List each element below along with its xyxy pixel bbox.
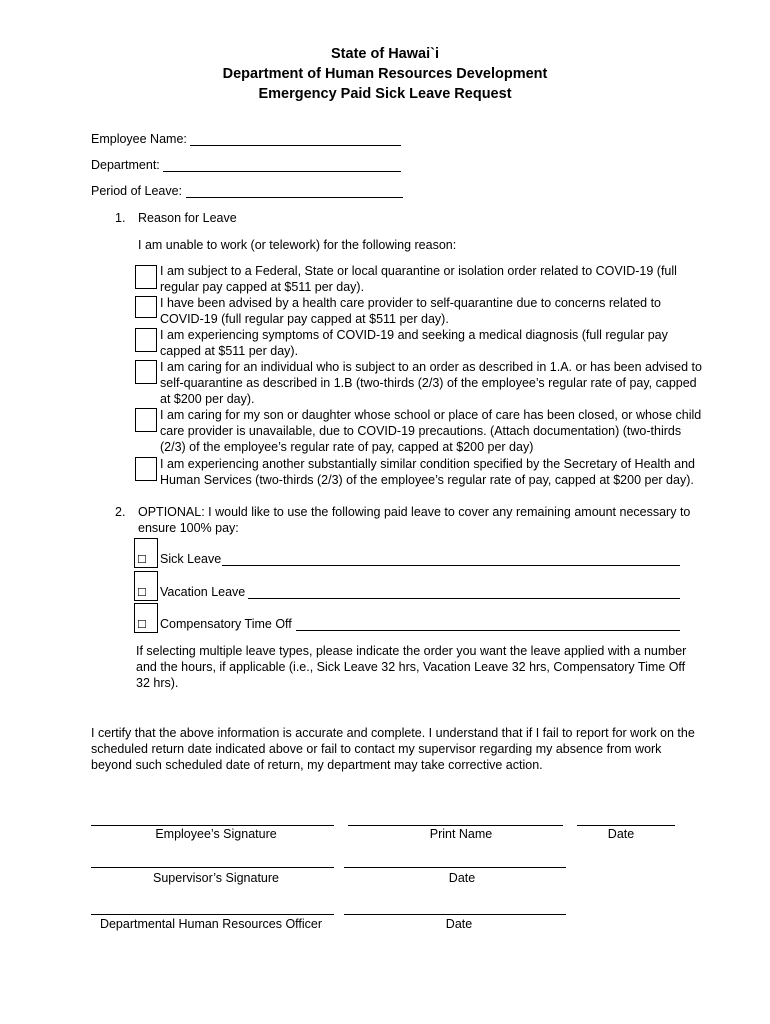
- hr-officer-date-label: Date: [445, 917, 473, 931]
- print-name-label: Print Name: [429, 827, 493, 841]
- certify-line1: I certify that the above information is accurate and complete. I understand that if I fail to report for work on the: [91, 726, 695, 740]
- sick-leave-field[interactable]: [222, 565, 680, 566]
- reason-option-f: I am experiencing another substantially similar condition specified by the Secretary of Health and Human Services (two-thirds (2/3) of the employee’s regular rate of pay, capped at $200 per day).: [160, 457, 696, 488]
- department-field[interactable]: [163, 171, 401, 172]
- section2-intro-line2: ensure 100% pay:: [138, 521, 239, 535]
- hr-officer-date-line[interactable]: [344, 914, 566, 915]
- section1-intro: I am unable to work (or telework) for the following reason:: [138, 238, 457, 252]
- period-of-leave-label: Period of Leave:: [91, 184, 183, 198]
- leave-order-note-line2: and the hours, if applicable (i.e., Sick Leave 32 hrs, Vacation Leave 32 hrs, Compensatory Time Off: [136, 660, 686, 674]
- print-name-line[interactable]: [348, 825, 563, 826]
- header-form-title: Emergency Paid Sick Leave Request: [258, 86, 512, 102]
- reason-checkbox-b[interactable]: [135, 296, 157, 318]
- reason-checkbox-f[interactable]: [135, 457, 157, 481]
- section2-number: 2.: [115, 505, 126, 519]
- employee-date-label: Date: [607, 827, 635, 841]
- employee-date-line[interactable]: [577, 825, 675, 826]
- department-label: Department:: [91, 158, 160, 172]
- reason-option-d: I am caring for an individual who is subject to an order as described in 1.A. or has been advised to self-quarantine as described in 1.B (two-thirds (2/3) of the employee’s regular rate of pay, capped at $200 per day).: [160, 360, 702, 407]
- sick-leave-label: Sick Leave: [160, 552, 222, 566]
- leave-order-note-line1: If selecting multiple leave types, please indicate the order you want the leave applied with a number: [136, 644, 687, 658]
- supervisor-signature-label: Supervisor’s Signature: [153, 871, 279, 885]
- header-department: Department of Human Resources Development: [222, 66, 548, 82]
- section2-intro-line1: OPTIONAL: I would like to use the following paid leave to cover any remaining amount necessary to: [138, 505, 691, 519]
- section1-number: 1.: [115, 211, 126, 225]
- employee-name-label: Employee Name:: [91, 132, 187, 146]
- reason-checkbox-a[interactable]: [135, 265, 157, 289]
- employee-signature-label: Employee’s Signature: [155, 827, 277, 841]
- section1-title: Reason for Leave: [138, 211, 237, 225]
- certify-line2: scheduled return date indicated above or fail to contact my supervisor regarding my absence from work: [91, 742, 662, 756]
- reason-checkbox-e[interactable]: [135, 408, 157, 432]
- supervisor-signature-line[interactable]: [91, 867, 334, 868]
- leave-order-note-line3: 32 hrs).: [136, 676, 179, 690]
- reason-option-b: I have been advised by a health care provider to self-quarantine due to concerns related to COVID-19 (full regular pay capped at $511 per day).: [160, 296, 662, 327]
- reason-option-a: I am subject to a Federal, State or local quarantine or isolation order related to COVID-19 (full regular pay capped at $511 per day).: [160, 264, 677, 295]
- comp-time-field[interactable]: [296, 630, 680, 631]
- header-state: State of Hawai`i: [331, 46, 439, 62]
- reason-option-e: I am caring for my son or daughter whose school or place of care has been closed, or whose child care provider is unavailable, due to COVID-19 precautions. (Attach documentation) (two-thirds (2/3) of the employee’s regular rate of pay, capped at $200 per day): [160, 408, 702, 455]
- period-of-leave-field[interactable]: [186, 197, 403, 198]
- vacation-leave-label: Vacation Leave: [160, 585, 246, 599]
- certify-line3: beyond such scheduled date of return, my department may take corrective action.: [91, 758, 543, 772]
- comp-time-box-glyph: ☐: [137, 619, 147, 631]
- reason-option-c: I am experiencing symptoms of COVID-19 and seeking a medical diagnosis (full regular pay capped at $511 per day).: [160, 328, 668, 359]
- vacation-leave-field[interactable]: [248, 598, 680, 599]
- comp-time-label: Compensatory Time Off: [160, 617, 292, 631]
- employee-name-field[interactable]: [190, 145, 401, 146]
- supervisor-date-label: Date: [448, 871, 476, 885]
- supervisor-date-line[interactable]: [344, 867, 566, 868]
- reason-checkbox-d[interactable]: [135, 360, 157, 384]
- employee-signature-line[interactable]: [91, 825, 334, 826]
- hr-officer-signature-line[interactable]: [91, 914, 334, 915]
- vacation-leave-box-glyph: ☐: [137, 587, 147, 599]
- reason-checkbox-c[interactable]: [135, 328, 157, 352]
- hr-officer-label: Departmental Human Resources Officer: [99, 917, 323, 931]
- sick-leave-box-glyph: ☐: [137, 554, 147, 566]
